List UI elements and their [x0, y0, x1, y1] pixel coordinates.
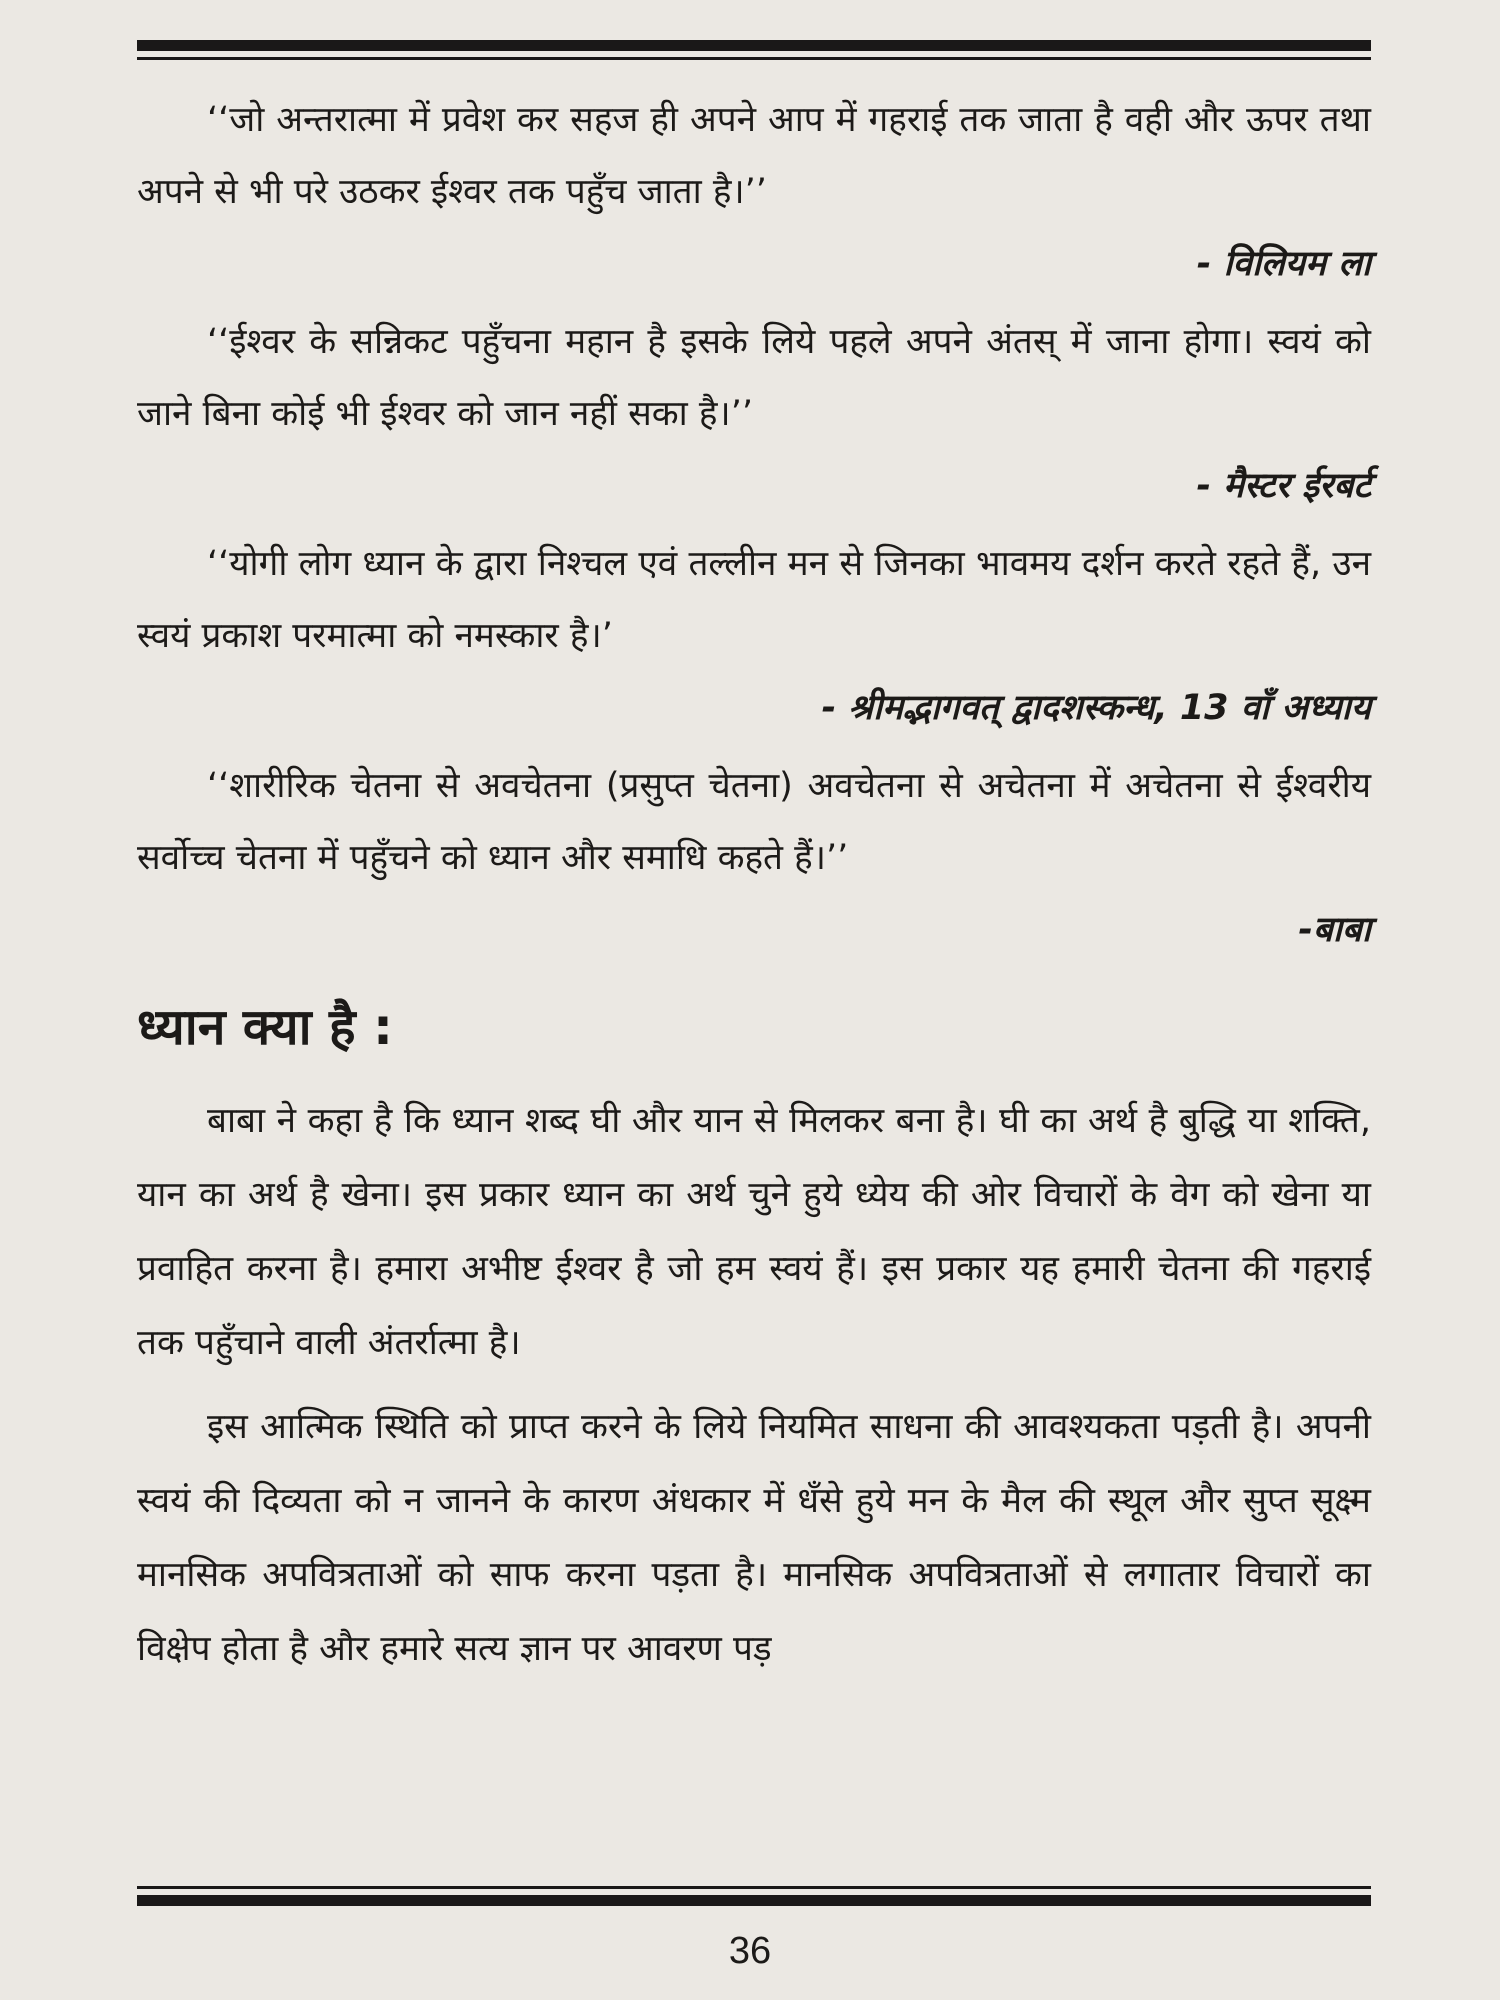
quote-text: ‘‘ईश्वर के सन्निकट पहुँचना महान है इसके लिये पहले अपने अंतस् में जाना होगा। स्वयं को जाने बिना कोई भी ईश्वर को जान नहीं सका है।’’	[137, 322, 1371, 434]
quote-text: ‘‘शारीरिक चेतना से अवचेतना (प्रसुप्त चेतना) अवचेतना से अचेतना में अचेतना से ईश्वरीय सर्वोच्च चेतना में पहुँचने को ध्यान और समाधि कहते हैं।’’	[137, 766, 1371, 878]
top-border-rule	[137, 40, 1371, 60]
body-paragraph: बाबा ने कहा है कि ध्यान शब्द घी और यान से मिलकर बना है। घी का अर्थ है बुद्धि या शक्ति, यान का अर्थ है खेना। इस प्रकार ध्यान का अर्थ चुने हुये ध्येय की ओर विचारों के वेग को खेना या प्रवाहित करना है। हमारा अभीष्ट ईश्वर है जो हम स्वयं हैं। इस प्रकार यह हमारी चेतना की गहराई तक पहुँचाने वाली अंतर्रात्मा है।	[137, 1101, 1371, 1363]
quote-author: -बाबा	[1298, 910, 1371, 950]
quote-author: - मैस्टर ईरबर्ट	[1196, 466, 1371, 506]
section-heading: ध्यान क्या है :	[137, 998, 393, 1056]
page-number: 36	[728, 1930, 772, 1972]
quote-author: - विलियम ला	[1196, 244, 1371, 284]
quote-author: - श्रीमद्भागवत् द्वादशस्कन्ध, 13 वाँ अध्याय	[821, 688, 1371, 728]
quote-text: ‘‘जो अन्तरात्मा में प्रवेश कर सहज ही अपने आप में गहराई तक जाता है वही और ऊपर तथा अपने से भी परे उठकर ईश्वर तक पहुँच जाता है।’’	[137, 100, 1371, 212]
quote-text: ‘‘योगी लोग ध्यान के द्वारा निश्चल एवं तल्लीन मन से जिनका भावमय दर्शन करते रहते हैं, उन स्वयं प्रकाश परमात्मा को नमस्कार है।’	[137, 544, 1371, 656]
bottom-border-rule	[137, 1886, 1371, 1906]
body-paragraph: इस आत्मिक स्थिति को प्राप्त करने के लिये नियमित साधना की आवश्यकता पड़ती है। अपनी स्वयं की दिव्यता को न जानने के कारण अंधकार में धँसे हुये मन के मैल की स्थूल और सुप्त सूक्ष्म मानसिक अपवित्रताओं को साफ करना पड़ता है। मानसिक अपवित्रताओं से लगातार विचारों का विक्षेप होता है और हमारे सत्य ज्ञान पर आवरण पड़	[137, 1407, 1371, 1669]
page-content	[137, 84, 1371, 1696]
